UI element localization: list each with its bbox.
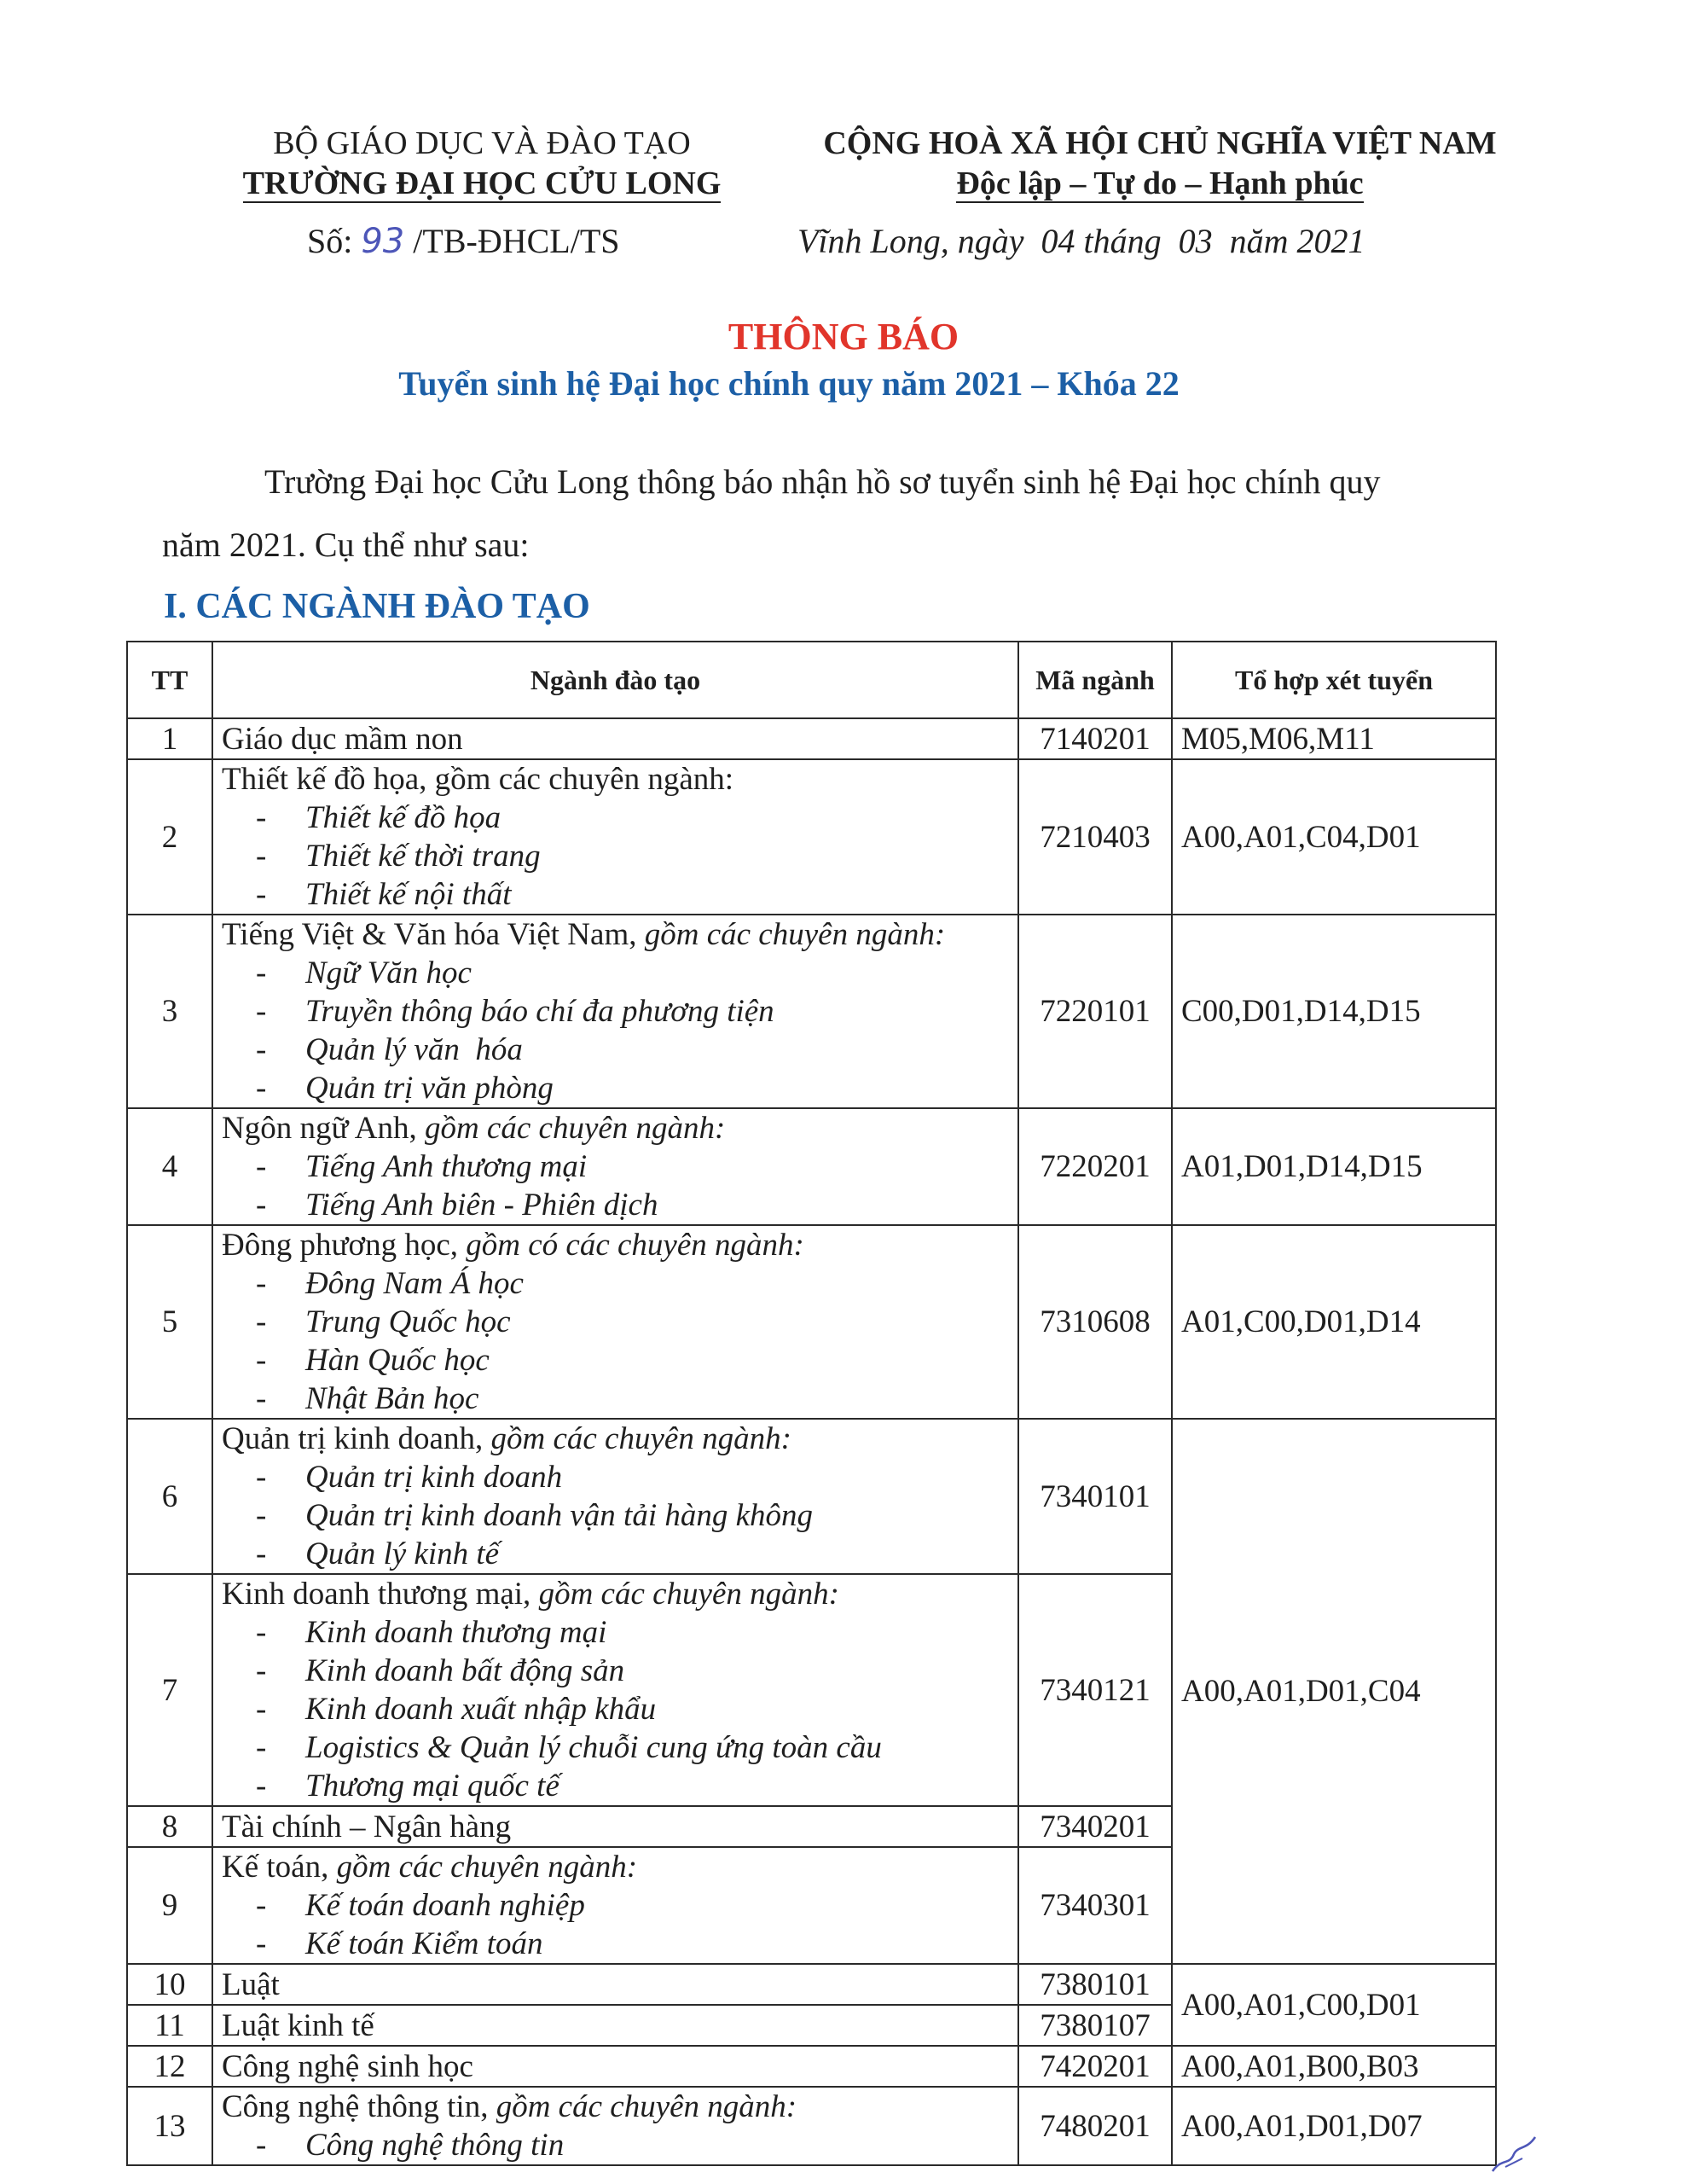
table-row [127,2046,1496,2087]
program-name: Giáo dục mầm non [212,718,1018,759]
row-number: 13 [127,2087,212,2165]
subject-combo: A00,A01,D01,C04 [1172,1419,1496,1964]
program-cell [212,2087,1018,2165]
row-number: 10 [127,1964,212,2005]
col-header-program: Ngành đào tạo [212,642,1018,718]
specialization-item: - Tiếng Anh biên - Phiên dịch [256,1188,658,1223]
specialization-item: - Đông Nam Á học [256,1266,524,1301]
specialization-item: - Công nghệ thông tin [256,2128,565,2163]
programs-table [126,641,1497,2166]
program-name-line: Kinh doanh thương mại, gồm các chuyên ngành: [222,1577,839,1612]
program-code: 7220201 [1018,1108,1172,1225]
program-cell [212,1847,1018,1964]
program-code: 7340301 [1018,1847,1172,1964]
program-code: 7380101 [1018,1964,1172,2005]
program-code: 7420201 [1018,2046,1172,2087]
row-number: 7 [127,1574,212,1806]
col-header-code: Mã ngành [1018,642,1172,718]
specialization-item: - Logistics & Quản lý chuỗi cung ứng toàn cầu [256,1730,882,1765]
document-number [307,220,682,263]
program-code: 7340101 [1018,1419,1172,1574]
row-number: 3 [127,915,212,1108]
specialization-item: - Thương mại quốc tế [256,1769,559,1804]
number-prefix: Số: [307,222,353,260]
specialization-item: - Tiếng Anh thương mại [256,1149,588,1184]
document-title: THÔNG BÁO [728,316,959,357]
specialization-item: - Quản trị kinh doanh [256,1460,563,1495]
issue-date: Vĩnh Long, ngày 04 tháng 03 năm 2021 [797,222,1365,260]
specialization-item: - Trung Quốc học [256,1304,511,1339]
table-row [127,759,1496,915]
number-suffix: /TB-ĐHCL/TS [413,222,620,260]
specialization-item: - Thiết kế nội thất [256,877,512,912]
republic-name: CỘNG HOÀ XÃ HỘI CHỦ NGHĨA VIỆT NAM [823,125,1497,161]
specialization-item: - Quản trị kinh doanh vận tải hàng không [256,1498,814,1533]
subject-combo: A01,D01,D14,D15 [1172,1108,1496,1225]
specialization-item: - Truyền thông báo chí đa phương tiện [256,994,774,1029]
row-number: 4 [127,1108,212,1225]
intro-line-1: Trường Đại học Cửu Long thông báo nhận hồ sơ tuyển sinh hệ Đại học chính quy [264,462,1381,501]
row-number: 11 [127,2005,212,2046]
program-cell [212,915,1018,1108]
specialization-item: - Quản trị văn phòng [256,1071,554,1106]
university-name [217,162,746,205]
subject-combo: A00,A01,B00,B03 [1172,2046,1496,2087]
subject-combo: C00,D01,D14,D15 [1172,915,1496,1108]
specialization-item: - Kinh doanh bất động sản [256,1653,625,1688]
specialization-item: - Hàn Quốc học [256,1343,490,1378]
subject-combo: A00,A01,D01,D07 [1172,2087,1496,2165]
row-number: 2 [127,759,212,915]
national-motto [763,162,1557,205]
program-cell [212,1108,1018,1225]
row-number: 12 [127,2046,212,2087]
table-row [127,718,1496,759]
subject-combo: A01,C00,D01,D14 [1172,1225,1496,1419]
program-cell [212,1574,1018,1806]
ministry-name: BỘ GIÁO DỤC VÀ ĐÀO TẠO [273,125,691,161]
program-code: 7380107 [1018,2005,1172,2046]
program-code: 7140201 [1018,718,1172,759]
program-name: Tài chính – Ngân hàng [212,1806,1018,1847]
table-row [127,1964,1496,2005]
program-name-line: Kế toán, gồm các chuyên ngành: [222,1850,638,1885]
specialization-item: - Quản lý kinh tế [256,1536,500,1571]
specialization-item: - Kinh doanh xuất nhập khẩu [256,1692,657,1727]
table-header-row [127,642,1496,718]
row-number: 9 [127,1847,212,1964]
table-row [127,915,1496,1108]
row-number: 6 [127,1419,212,1574]
col-header-combo: Tổ hợp xét tuyển [1172,642,1496,718]
specialization-item: - Kế toán Kiểm toán [256,1926,543,1961]
program-name: Thiết kế đồ họa, gồm các chuyên ngành: [222,762,734,797]
program-name-line: Công nghệ thông tin, gồm các chuyên ngành: [222,2089,797,2124]
document-subtitle: Tuyển sinh hệ Đại học chính quy năm 2021 – Khóa 22 [398,364,1180,403]
program-code: 7310608 [1018,1225,1172,1419]
subject-combo: M05,M06,M11 [1172,718,1496,759]
university-name-text: TRƯỜNG ĐẠI HỌC CỬU LONG [242,166,722,201]
row-number: 1 [127,718,212,759]
specialization-item: - Thiết kế thời trang [256,839,541,874]
subject-combo: A00,A01,C00,D01 [1172,1964,1496,2046]
program-cell [212,759,1018,915]
program-name: Công nghệ sinh học [212,2046,1018,2087]
row-number: 5 [127,1225,212,1419]
program-code: 7210403 [1018,759,1172,915]
program-cell [212,1419,1018,1574]
specialization-item: - Ngữ Văn học [256,956,472,990]
section-heading: I. CÁC NGÀNH ĐÀO TẠO [164,587,590,626]
table-row [127,1419,1496,1574]
program-name-line: Quản trị kinh doanh, gồm các chuyên ngành: [222,1421,791,1456]
table-row [127,2087,1496,2165]
program-name-line: Đông phương học, gồm có các chuyên ngành: [222,1228,804,1263]
table-row [127,1225,1496,1419]
specialization-item: - Thiết kế đồ họa [256,800,501,835]
program-name: Luật [212,1964,1018,2005]
specialization-item: - Nhật Bản học [256,1381,479,1416]
specialization-item: - Kế toán doanh nghiệp [256,1888,585,1923]
program-code: 7340121 [1018,1574,1172,1806]
program-cell [212,1225,1018,1419]
program-code: 7340201 [1018,1806,1172,1847]
col-header-tt: TT [127,642,212,718]
program-code: 7220101 [1018,915,1172,1108]
program-name-line: Ngôn ngữ Anh, gồm các chuyên ngành: [222,1111,726,1146]
table-row [127,1108,1496,1225]
program-name: Luật kinh tế [212,2005,1018,2046]
national-motto-text: Độc lập – Tự do – Hạnh phúc [956,166,1364,201]
specialization-item: - Quản lý văn hóa [256,1032,523,1067]
subject-combo: A00,A01,C04,D01 [1172,759,1496,915]
row-number: 8 [127,1806,212,1847]
intro-line-2: năm 2021. Cụ thể như sau: [162,526,530,564]
program-code: 7480201 [1018,2087,1172,2165]
number-handwritten: 93 [361,222,405,261]
handwritten-initial-mark [1488,2133,1539,2175]
program-name-line: Tiếng Việt & Văn hóa Việt Nam, gồm các chuyên ngành: [222,917,946,952]
specialization-item: - Kinh doanh thương mại [256,1615,607,1650]
